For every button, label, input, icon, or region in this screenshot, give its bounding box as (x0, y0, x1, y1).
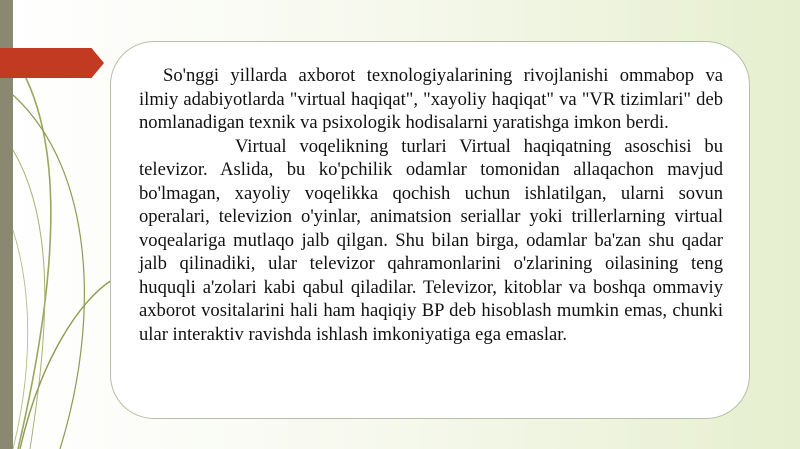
text-card (110, 41, 750, 419)
paragraph-virtual-reality: Virtual voqelikning turlari Virtual haqiqatning asoschisi bu televizor. Aslida, bu ko'pchilik odamlar tomonidan allaqachon mavjud bo'lmagan, xayoliy voqelikka qochish uchun ishlatilgan, ularni sovun operalari, televizion o'yinlar, animatsion seriallar yoki trillerlarning virtual voqealariga mutlaqo jalb qilgan. Shu bilan birga, odamlar ba'zan shu qadar jalb qilinadiki, ular televizor qahramonlarini o'zlarining oilasining teng huquqli a'zolari kabi qabul qiladilar. Televizor, kitoblar va boshqa ommaviy axborot vositalarini hali ham haqiqiy BP deb hisoblash mumkin emas, chunki ular interaktiv ravishda ishlash imkoniyatiga ega emaslar. (139, 135, 723, 345)
paragraph-intro: So'nggi yillarda axborot texnologiyalarining rivojlanishi ommabop va ilmiy adabiyotlarda "virtual haqiqat", "xayoliy haqiqat" va "VR tizimlari" deb nomlanadigan texnik va psixologik hodisalarni yaratishga imkon berdi. (139, 65, 723, 133)
red-arrow-tab (0, 48, 104, 78)
